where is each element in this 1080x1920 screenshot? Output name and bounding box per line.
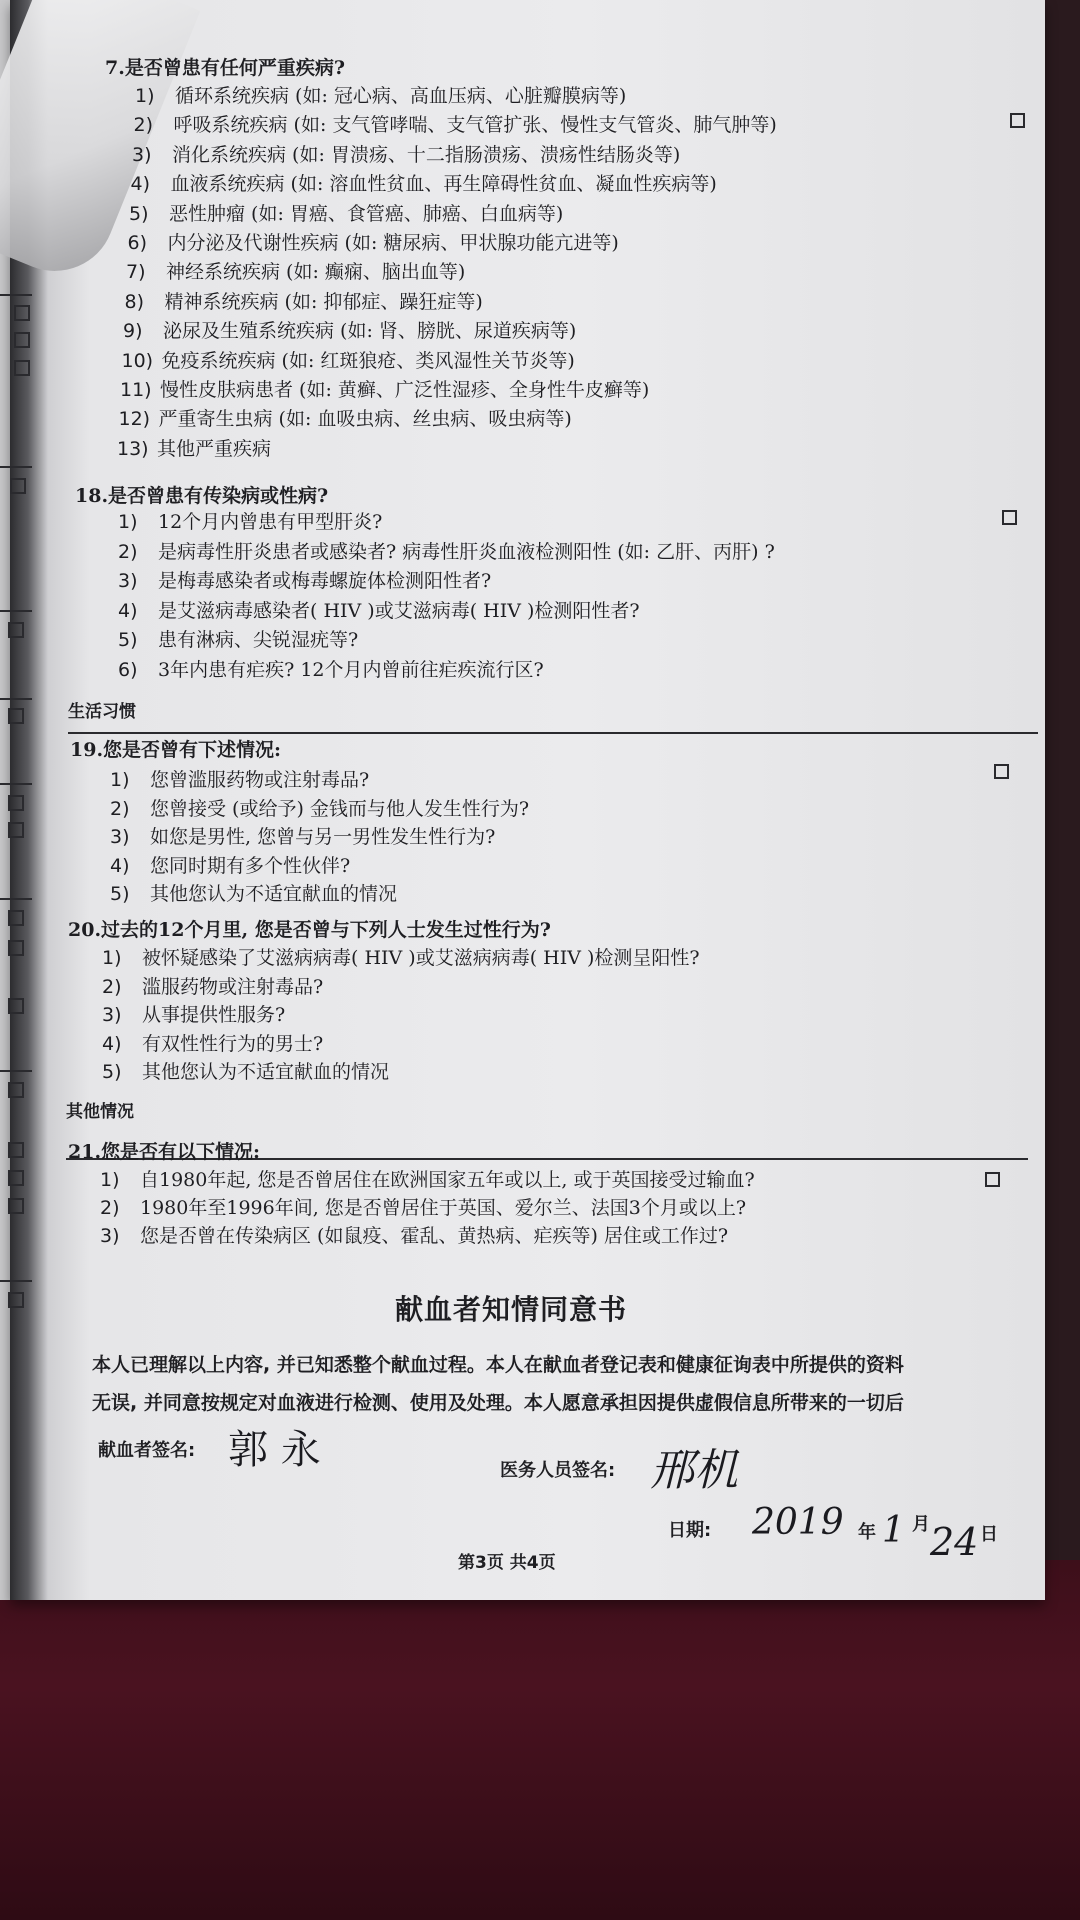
form-page — [10, 0, 1045, 1600]
margin-checkbox[interactable] — [8, 1170, 24, 1186]
item-number: 3) — [110, 826, 130, 848]
item-text: 如您是男性, 您曾与另一男性发生性行为? — [150, 826, 496, 848]
list-item — [100, 1196, 746, 1220]
item-number: 5) — [118, 629, 138, 651]
item-number: 6) — [127, 232, 148, 254]
margin-checkbox[interactable] — [8, 998, 24, 1014]
donor-signature: 郭 永 — [228, 1427, 321, 1473]
list-item — [132, 143, 680, 167]
list-item — [119, 407, 572, 431]
consent-text-line-2: 无误, 并同意按规定对血液进行检测、使用及处理。本人愿意承担因提供虚假信息所带来的一切后 — [92, 1392, 904, 1414]
margin-checkbox[interactable] — [8, 910, 24, 926]
question-19-title: 19.您是否曾有下述情况: — [70, 739, 282, 761]
consent-title: 献血者知情同意书 — [395, 1293, 628, 1326]
date-year: 2019 — [752, 1502, 844, 1543]
item-number: 3) — [100, 1225, 120, 1247]
item-number: 1) — [100, 1169, 120, 1191]
margin-checkbox[interactable] — [8, 622, 24, 638]
item-text: 内分泌及代谢性疾病 (如: 糖尿病、甲状腺功能亢进等) — [167, 232, 619, 254]
item-text: 血液系统疾病 (如: 溶血性贫血、再生障碍性贫血、凝血性疾病等) — [170, 173, 717, 196]
list-item — [102, 946, 700, 970]
margin-tick — [0, 698, 32, 700]
item-text: 3年内患有疟疾? 12个月内曾前往疟疾流行区? — [158, 658, 544, 681]
list-item — [102, 1032, 323, 1056]
date-day: 24 — [930, 1520, 979, 1564]
margin-checkbox[interactable] — [10, 478, 26, 494]
item-number: 4) — [130, 173, 151, 196]
item-text: 1980年至1996年间, 您是否曾居住于英国、爱尔兰、法国3个月或以上? — [140, 1197, 747, 1219]
item-text: 精神系统疾病 (如: 抑郁症、躁狂症等) — [164, 290, 483, 313]
list-item — [118, 599, 640, 623]
month-char: 月 — [912, 1514, 930, 1535]
margin-tick — [0, 898, 32, 900]
item-text: 循环系统疾病 (如: 冠心病、高血压病、心脏瓣膜病等) — [175, 85, 627, 107]
list-item — [110, 854, 350, 878]
margin-checkbox[interactable] — [8, 795, 24, 811]
list-item — [118, 658, 544, 682]
margin-tick — [0, 1280, 32, 1282]
list-item — [134, 113, 777, 137]
year-char: 年 — [858, 1522, 876, 1543]
margin-checkbox[interactable] — [8, 1082, 24, 1098]
section-divider — [68, 732, 1038, 734]
list-item — [122, 349, 575, 373]
item-number: 2) — [110, 797, 130, 820]
day-char: 日 — [980, 1524, 998, 1545]
item-text: 消化系统疾病 (如: 胃溃疡、十二指肠溃疡、溃疡性结肠炎等) — [172, 143, 681, 166]
list-item — [110, 825, 495, 849]
list-item — [125, 290, 483, 314]
item-text: 您曾滥服药物或注射毒品? — [150, 769, 370, 791]
list-item — [123, 319, 576, 343]
list-item — [118, 569, 491, 593]
margin-tick — [0, 610, 32, 612]
item-number: 5) — [129, 202, 149, 225]
list-item — [120, 378, 649, 402]
list-item — [100, 1168, 755, 1192]
item-text: 严重寄生虫病 (如: 血吸虫病、丝虫病、吸虫病等) — [158, 408, 572, 431]
item-number: 1) — [102, 947, 122, 969]
list-item — [102, 1003, 285, 1027]
item-number: 8) — [124, 290, 145, 313]
margin-checkbox[interactable] — [14, 305, 30, 321]
item-text: 有双性性行为的男士? — [142, 1032, 324, 1055]
item-text: 其他您认为不适宜献血的情况 — [142, 1061, 390, 1083]
item-text: 被怀疑感染了艾滋病病毒( HIV )或艾滋病病毒( HIV )检测呈阳性? — [142, 947, 700, 969]
margin-checkbox[interactable] — [8, 822, 24, 838]
item-number: 10) — [121, 349, 154, 372]
item-number: 13) — [117, 437, 149, 460]
item-text: 您曾接受 (或给予) 金钱而与他人发生性行为? — [150, 797, 530, 820]
page-number: 第3页 共4页 — [458, 1553, 556, 1573]
item-text: 泌尿及生殖系统疾病 (如: 肾、膀胱、尿道疾病等) — [163, 320, 577, 343]
item-number: 3) — [102, 1004, 122, 1026]
list-item — [128, 231, 619, 255]
item-text: 恶性肿瘤 (如: 胃癌、食管癌、肺癌、白血病等) — [169, 202, 564, 225]
checkbox-q17[interactable] — [1010, 113, 1025, 128]
item-number: 4) — [118, 599, 138, 622]
item-number: 3) — [132, 143, 152, 166]
item-number: 3) — [118, 570, 138, 592]
item-number: 11) — [120, 379, 152, 401]
checkbox-q21[interactable] — [985, 1172, 1000, 1187]
item-text: 自1980年起, 您是否曾居住在欧洲国家五年或以上, 或于英国接受过输血? — [140, 1169, 755, 1191]
margin-checkbox[interactable] — [8, 1142, 24, 1158]
staff-signature: 邢机 — [650, 1445, 738, 1496]
item-text: 您是否曾在传染病区 (如鼠疫、霍乱、黄热病、疟疾等) 居住或工作过? — [140, 1225, 729, 1247]
item-text: 呼吸系统疾病 (如: 支气管哮喘、支气管扩张、慢性支气管炎、肺气肿等) — [173, 114, 777, 137]
item-text: 其他您认为不适宜献血的情况 — [150, 883, 398, 905]
margin-tick — [0, 466, 32, 468]
section-habits-heading: 生活习惯 — [68, 702, 136, 722]
question-17-title: 7.是否曾患有任何严重疾病? — [105, 57, 345, 79]
margin-checkbox[interactable] — [14, 332, 30, 348]
item-number: 2) — [102, 975, 122, 998]
margin-tick — [0, 294, 32, 296]
item-text: 是艾滋病毒感染者( HIV )或艾滋病毒( HIV )检测阳性者? — [158, 599, 640, 622]
item-text: 患有淋病、尖锐湿疣等? — [158, 629, 359, 651]
item-number: 1) — [110, 769, 130, 791]
item-text: 滥服药物或注射毒品? — [142, 975, 324, 998]
margin-checkbox[interactable] — [8, 1292, 24, 1308]
list-item — [118, 510, 382, 534]
item-text: 12个月内曾患有甲型肝炎? — [158, 511, 383, 533]
list-item — [117, 437, 271, 461]
date-label: 日期: — [668, 1520, 712, 1541]
item-number: 7) — [126, 261, 146, 284]
item-number: 4) — [110, 854, 130, 877]
question-20-title: 20.过去的12个月里, 您是否曾与下列人士发生过性行为? — [68, 919, 551, 941]
margin-checkbox[interactable] — [8, 708, 24, 724]
table-surface — [0, 1560, 1080, 1920]
item-text: 其他严重疾病 — [157, 437, 272, 460]
list-item — [110, 797, 529, 821]
question-18-title: 18.是否曾患有传染病或性病? — [75, 485, 329, 507]
donor-signature-label: 献血者签名: — [98, 1440, 196, 1461]
item-number: 2) — [118, 540, 138, 563]
list-item — [129, 202, 563, 226]
list-item — [102, 1060, 389, 1084]
item-number: 12) — [118, 408, 151, 431]
margin-tick — [0, 1070, 32, 1072]
list-item — [135, 84, 626, 108]
checkbox-q18[interactable] — [1002, 510, 1017, 525]
margin-tick — [0, 783, 32, 785]
item-text: 从事提供性服务? — [142, 1004, 286, 1026]
item-number: 2) — [100, 1197, 120, 1219]
item-text: 免疫系统疾病 (如: 红斑狼疮、类风湿性关节炎等) — [161, 349, 575, 372]
item-number: 1) — [118, 511, 138, 533]
list-item — [118, 628, 358, 652]
item-text: 是病毒性肝炎患者或感染者? 病毒性肝炎血液检测阳性 (如: 乙肝、丙肝) ? — [158, 540, 775, 563]
list-item — [126, 260, 465, 284]
section-other-heading: 其他情况 — [66, 1102, 134, 1122]
item-number: 6) — [118, 658, 138, 681]
item-text: 神经系统疾病 (如: 癫痫、脑出血等) — [166, 261, 466, 284]
item-number: 5) — [110, 883, 130, 905]
list-item — [131, 172, 717, 196]
item-number: 5) — [102, 1061, 122, 1083]
list-item — [110, 882, 397, 906]
list-item — [102, 975, 323, 999]
margin-checkbox[interactable] — [8, 1198, 24, 1214]
list-item — [110, 768, 369, 792]
item-number: 9) — [123, 320, 143, 343]
consent-text-line-1: 本人已理解以上内容, 并已知悉整个献血过程。本人在献血者登记表和健康征询表中所提供的资料 — [92, 1354, 904, 1376]
checkbox-q19[interactable] — [994, 764, 1009, 779]
item-number: 4) — [102, 1032, 122, 1055]
list-item — [118, 540, 775, 564]
item-text: 慢性皮肤病患者 (如: 黄癣、广泛性湿疹、全身性牛皮癣等) — [160, 379, 650, 401]
item-number: 2) — [133, 114, 154, 137]
item-text: 是梅毒感染者或梅毒螺旋体检测阳性者? — [158, 570, 492, 592]
list-item — [100, 1224, 728, 1248]
date-month: 1 — [882, 1510, 905, 1551]
staff-signature-label: 医务人员签名: — [500, 1460, 616, 1481]
item-number: 1) — [135, 85, 155, 107]
question-21-title: 21.您是否有以下情况: — [68, 1141, 261, 1163]
margin-checkbox[interactable] — [8, 940, 24, 956]
margin-checkbox[interactable] — [14, 360, 30, 376]
item-text: 您同时期有多个性伙伴? — [150, 854, 351, 877]
